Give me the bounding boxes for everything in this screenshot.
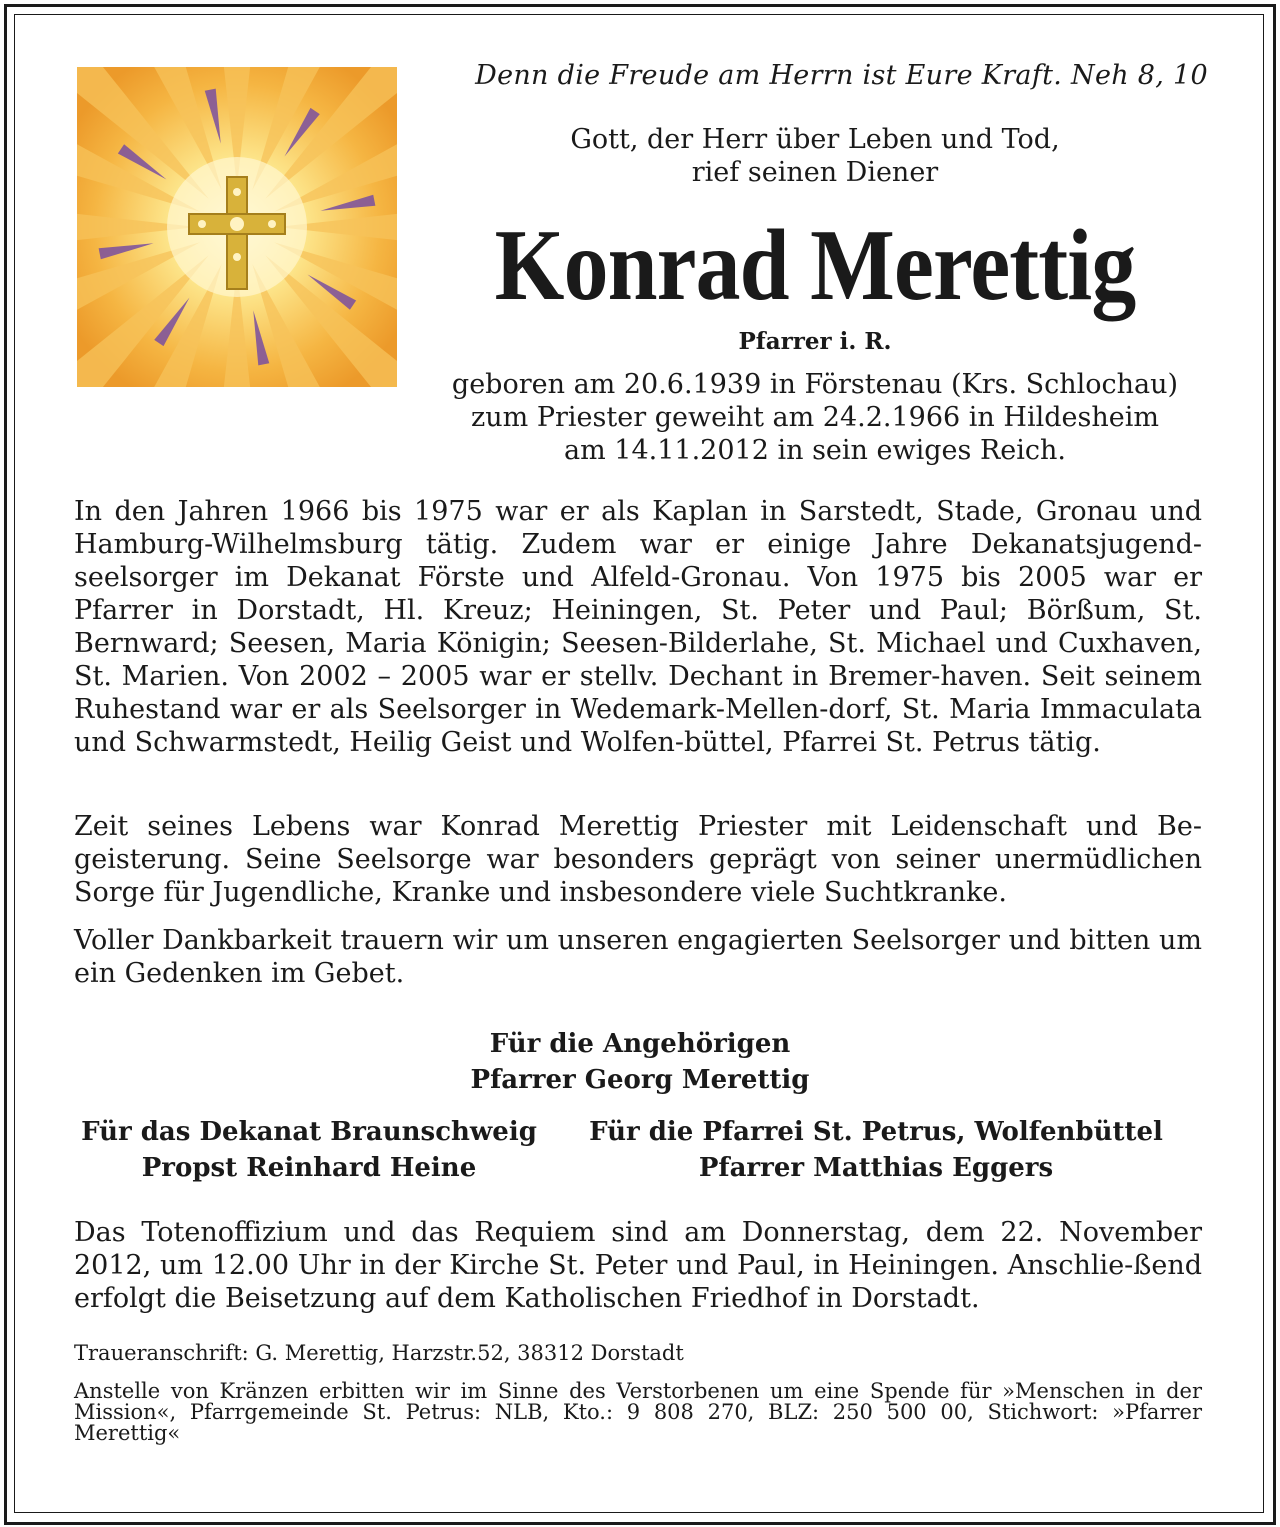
- signature-name: Pfarrer Georg Merettig: [470, 1065, 810, 1095]
- life-dates: [410, 368, 1220, 467]
- deceased-title: Pfarrer i. R.: [738, 328, 892, 355]
- bible-verse: Denn die Freude am Herrn ist Eure Kraft. Neh 8, 10: [475, 60, 1208, 91]
- deanery-signature: [74, 1114, 544, 1186]
- family-signature: [340, 1026, 940, 1098]
- deceased-name: Konrad Merettig: [494, 209, 1136, 322]
- signature-name: Propst Reinhard Heine: [141, 1153, 477, 1183]
- signature-label: Für die Angehörigen: [489, 1029, 791, 1059]
- call-line: Gott, der Herr über Leben und Tod,: [570, 124, 1060, 155]
- signature-name: Pfarrer Matthias Eggers: [698, 1153, 1054, 1183]
- date-line: am 14.11.2012 in sein ewiges Reich.: [564, 435, 1066, 466]
- service-paragraph: Das Totenoffizium und das Requiem sind am Donnerstag, dem 22. November 2012, um 12.00 Uhr in der Kirche St. Peter und Paul, in Heiningen. Anschlie-ßend erfolgt die Beisetzung auf dem Katholischen Friedhof in Dorstadt.: [74, 1217, 1202, 1314]
- biography-paragraph: In den Jahren 1966 bis 1975 war er als Kaplan in Sarstedt, Stade, Gronau und Hamburg-Wilhelmsburg tätig. Zudem war er einige Jahre Dekanatsjugend-seelsorger im Dekanat Förste und Alfeld-Gronau. Von 1975 bis 2005 war er Pfarrer in Dorstadt, Hl. Kreuz; Heiningen, St. Peter und Paul; Börßum, St. Bernward; Seesen, Maria Königin; Seesen-Bilderlahe, St. Michael und Cuxhaven, St. Marien. Von 2002 – 2005 war er stellv. Dechant in Bremer-haven. Seit seinem Ruhestand war er als Seelsorger in Wedemark-Mellen-dorf, St. Maria Immaculata und Schwarmstedt, Heilig Geist und Wolfen-büttel, Pfarrei St. Petrus tätig.: [74, 496, 1202, 758]
- mourning-address: Traueranschrift: G. Merettig, Harzstr.52, 38312 Dorstadt: [74, 1341, 684, 1365]
- date-line: geboren am 20.6.1939 in Förstenau (Krs. Schlochau): [451, 369, 1179, 400]
- call-line: rief seinen Diener: [691, 157, 939, 188]
- tribute-paragraph: Zeit seines Lebens war Konrad Merettig Priester mit Leidenschaft und Be-geisterung. Seine Seelsorge war besonders geprägt von seiner unermüdlichen Sorge für Jugendliche, Kranke und insbesondere viele Suchtkranke.: [74, 811, 1202, 908]
- date-line: zum Priester geweiht am 24.2.1966 in Hildesheim: [471, 402, 1159, 433]
- cross-sunburst-artwork: [77, 67, 397, 387]
- donation-note: Anstelle von Kränzen erbitten wir im Sinne des Verstorbenen um eine Spende für »Menschen in der Mission«, Pfarrgemeinde St. Petrus: NLB, Kto.: 9 808 270, BLZ: 250 500 00, Stichwort: »Pfarrer Merettig«: [74, 1379, 1202, 1445]
- signature-label: Für das Dekanat Braunschweig: [81, 1117, 537, 1147]
- gratitude-paragraph: Voller Dankbarkeit trauern wir um unseren engagierten Seelsorger und bitten um ein Gedenken im Gebet.: [74, 925, 1202, 989]
- call-text: [430, 123, 1200, 189]
- signature-label: Für die Pfarrei St. Petrus, Wolfenbüttel: [589, 1117, 1163, 1147]
- parish-signature: [578, 1114, 1174, 1186]
